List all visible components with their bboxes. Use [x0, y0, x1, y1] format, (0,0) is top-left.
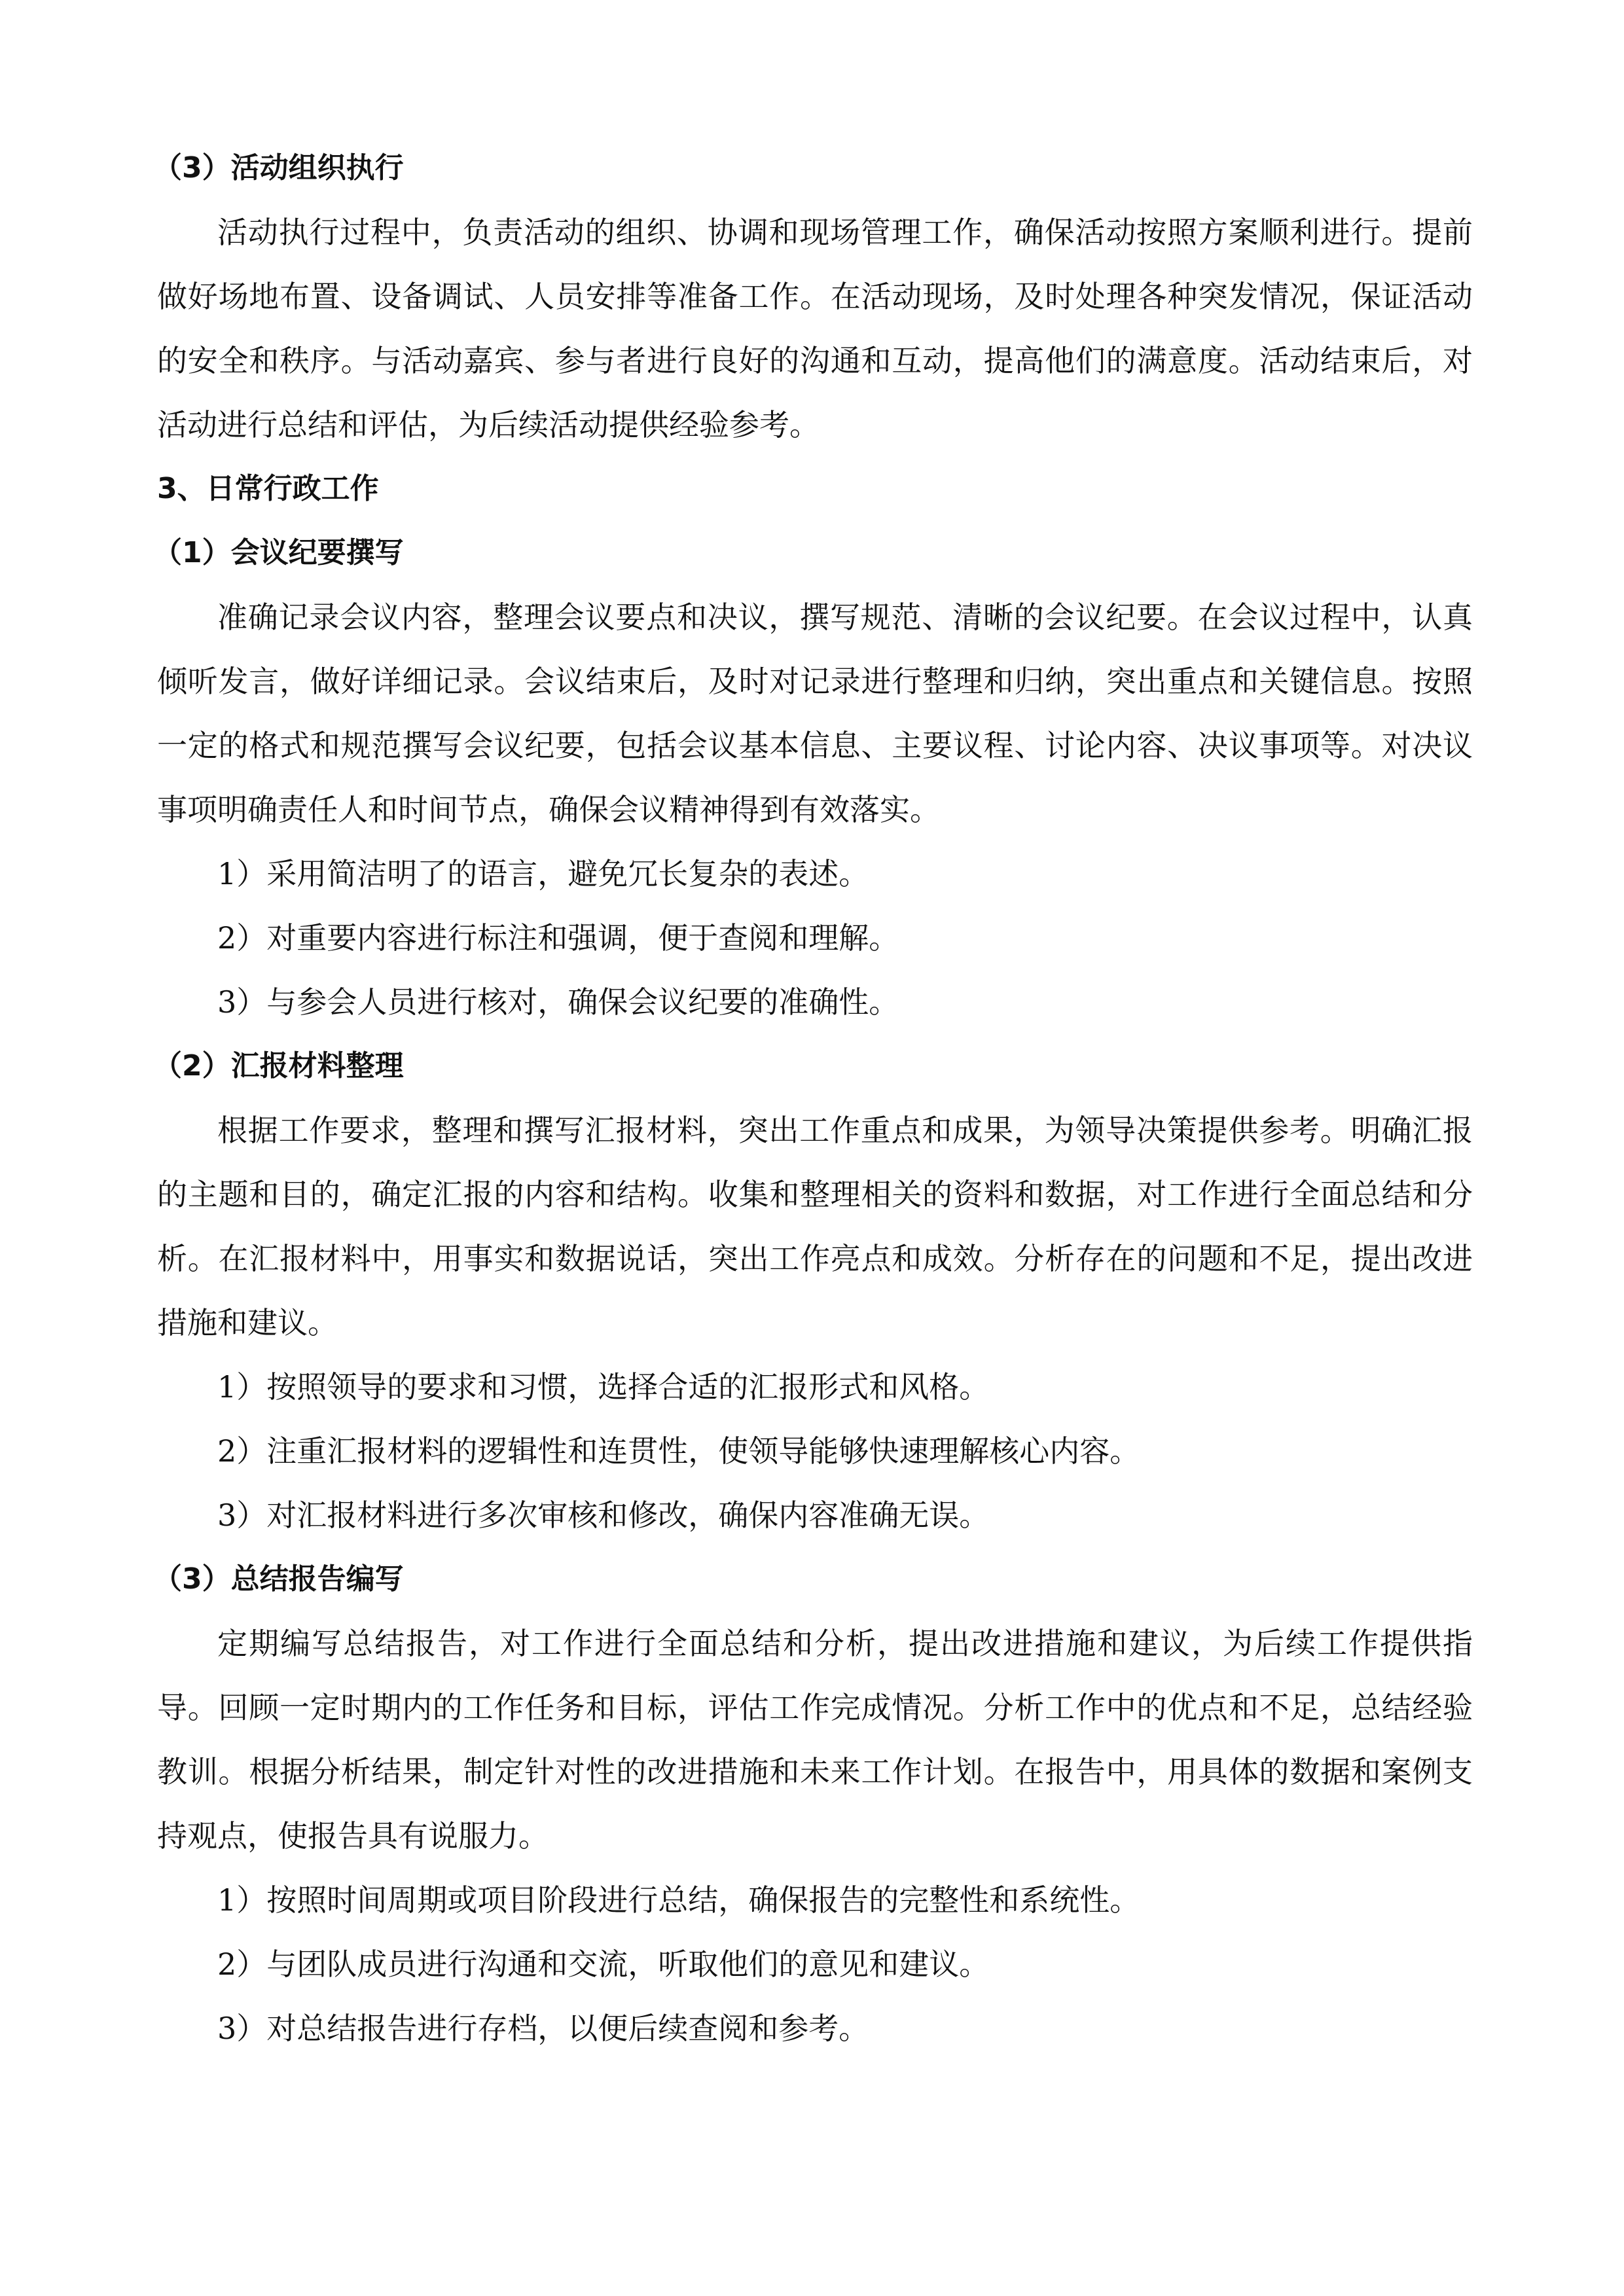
page-content [153, 136, 1473, 2060]
list-item-minutes-3: 3）与参会人员进行核对，确保会议纪要的准确性。 [217, 984, 899, 1020]
list-item-report-3: 3）对汇报材料进行多次审核和修改，确保内容准确无误。 [217, 1498, 990, 1533]
paragraph-summary-report: 定期编写总结报告，对工作进行全面总结和分析，提出改进措施和建议，为后续工作提供指导。回顾一定时期内的工作任务和目标，评估工作完成情况。分析工作中的优点和不足，总结经验教训。根据分析结果，制定针对性的改进措施和未来工作计划。在报告中，用具体的数据和案例支持观点，使报告具有说服力。 [157, 1626, 1473, 1854]
list-item-minutes-2: 2）对重要内容进行标注和强调，便于查阅和理解。 [217, 920, 899, 956]
list-item-summary-2: 2）与团队成员进行沟通和交流，听取他们的意见和建议。 [217, 1946, 990, 1982]
paragraph-report-materials: 根据工作要求，整理和撰写汇报材料，突出工作重点和成果，为领导决策提供参考。明确汇报的主题和目的，确定汇报的内容和结构。收集和整理相关的资料和数据，对工作进行全面总结和分析。在汇报材料中，用事实和数据说话，突出工作亮点和成效。分析存在的问题和不足，提出改进措施和建议。 [157, 1113, 1473, 1340]
paragraph-meeting-minutes: 准确记录会议内容，整理会议要点和决议，撰写规范、清晰的会议纪要。在会议过程中，认真倾听发言，做好详细记录。会议结束后，及时对记录进行整理和归纳，突出重点和关键信息。按照一定的格式和规范撰写会议纪要，包括会议基本信息、主要议程、讨论内容、决议事项等。对决议事项明确责任人和时间节点，确保会议精神得到有效落实。 [157, 600, 1473, 827]
subheading-summary-report: （3）总结报告编写 [153, 1562, 404, 1596]
list-item-summary-3: 3）对总结报告进行存档，以便后续查阅和参考。 [217, 2011, 869, 2046]
list-item-report-1: 1）按照领导的要求和习惯，选择合适的汇报形式和风格。 [217, 1369, 990, 1405]
paragraph-activity-execution: 活动执行过程中，负责活动的组织、协调和现场管理工作，确保活动按照方案顺利进行。提前做好场地布置、设备调试、人员安排等准备工作。在活动现场，及时处理各种突发情况，保证活动的安全和秩序。与活动嘉宾、参与者进行良好的沟通和互动，提高他们的满意度。活动结束后，对活动进行总结和评估，为后续活动提供经验参考。 [157, 215, 1473, 442]
subheading-report-materials: （2）汇报材料整理 [153, 1049, 404, 1083]
subheading-meeting-minutes: （1）会议纪要撰写 [153, 536, 404, 569]
section-heading-daily-admin: 3、日常行政工作 [157, 472, 379, 505]
subheading-activity-execution: （3）活动组织执行 [153, 151, 404, 185]
list-item-summary-1: 1）按照时间周期或项目阶段进行总结，确保报告的完整性和系统性。 [217, 1882, 1140, 1918]
list-item-report-2: 2）注重汇报材料的逻辑性和连贯性，使领导能够快速理解核心内容。 [217, 1433, 1140, 1469]
list-item-minutes-1: 1）采用简洁明了的语言，避免冗长复杂的表述。 [217, 856, 869, 891]
